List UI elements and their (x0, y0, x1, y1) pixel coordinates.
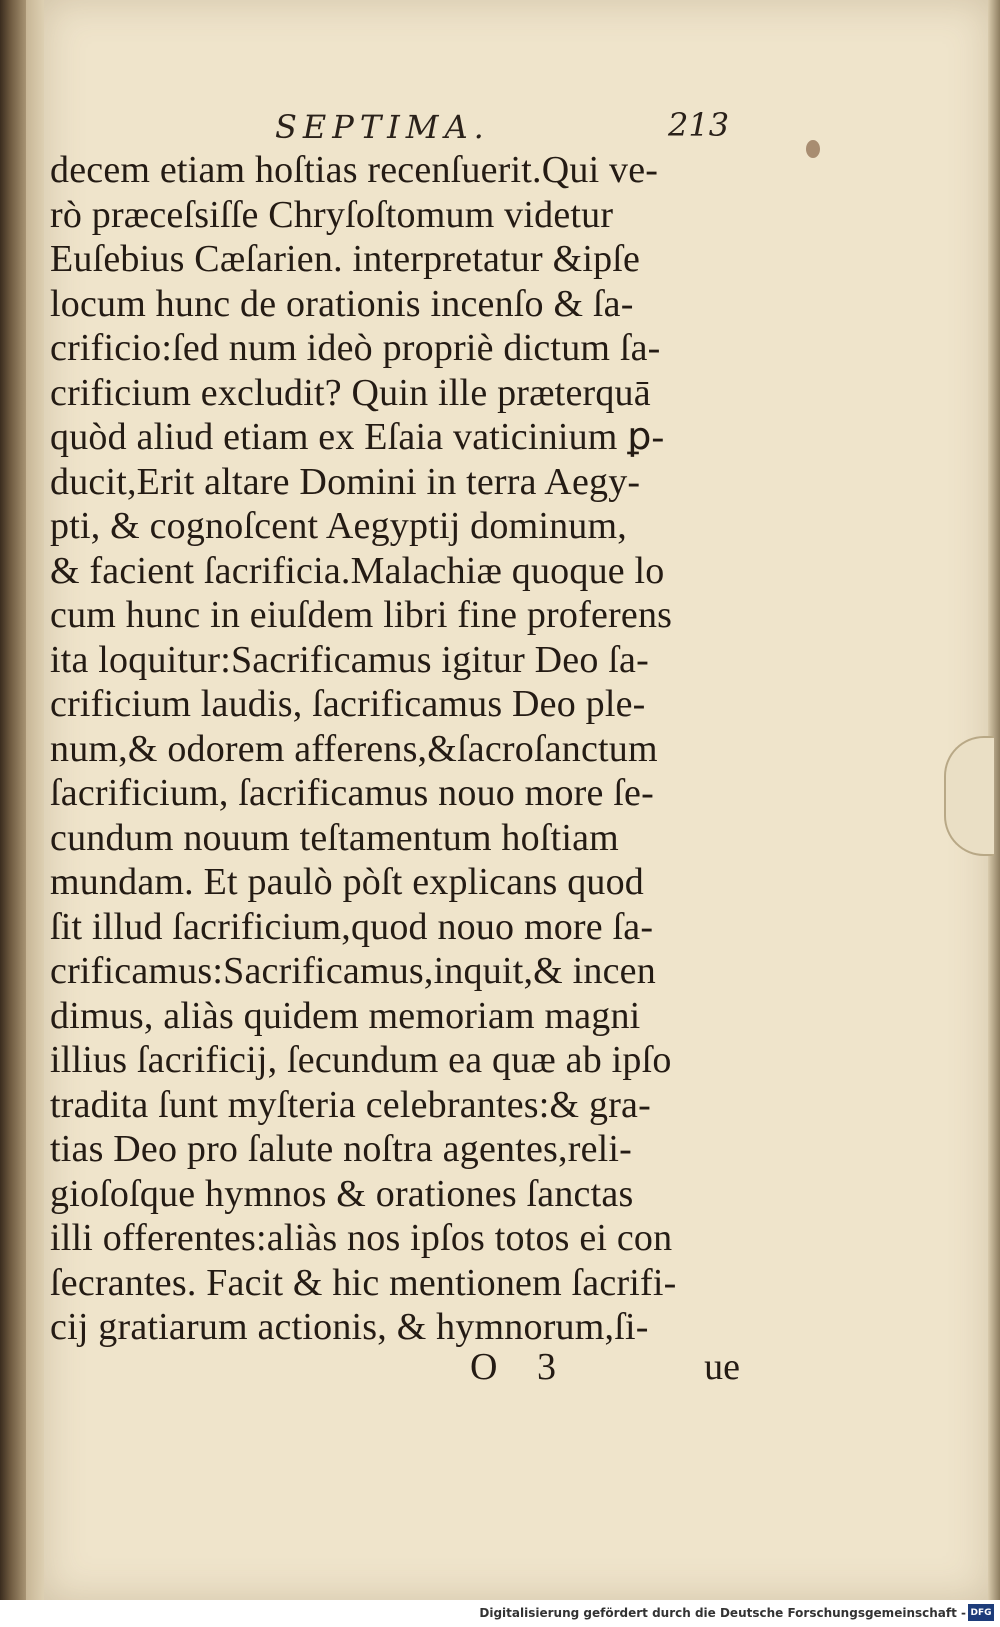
text-line: tias Deo pro ſalute noſtra agentes,reli- (50, 1128, 633, 1170)
text-line: crificium excludit? Quin ille præterquā (50, 371, 651, 414)
text-line: cij gratiarum actionis, & hymnorum,ſi- (50, 1306, 649, 1348)
text-line: quòd aliud etiam ex Eſaia vaticinium ꝑ- (50, 416, 665, 458)
footer-credit: Digitalisierung gefördert durch die Deutsche Forschungsgemeinschaft - (479, 1606, 966, 1620)
page-number: 213 (668, 106, 730, 144)
text-line: mundam. Et paulò pòſt explicans quod (50, 861, 644, 903)
catchword: ue (704, 1346, 740, 1388)
text-line: pti, & cognoſcent Aegyptij dominum, (50, 505, 627, 547)
running-head: SEPTIMA. (275, 108, 490, 146)
text-line: Euſebius Cæſarien. interpretatur &ipſe (50, 238, 641, 280)
text-line: ducit,Erit altare Domini in terra Aegy- (50, 460, 641, 503)
text-line: crificamus:Sacrificamus,inquit,& incen (50, 950, 656, 992)
signature-mark: O 3 (470, 1346, 556, 1388)
text-line: ita loquitur:Sacrificamus igitur Deo ſa- (50, 638, 649, 681)
text-line: num,& odorem afferens,&ſacroſanctum (50, 727, 658, 770)
text-line: illi offerentes:aliàs nos ipſos totos ei con (50, 1217, 673, 1259)
text-line: ſacrificium, ſacrificamus nouo more ſe- (50, 772, 654, 814)
text-line: crificio:ſed num ideò propriè dictum ſa- (50, 327, 661, 369)
text-line: rò præceſsiſſe Chryſoſtomum videtur (50, 193, 614, 236)
text-line: cundum nouum teſtamentum hoſtiam (50, 816, 619, 859)
dfg-logo-icon: DFG (968, 1604, 994, 1621)
text-line: cum hunc in eiuſdem libri fine proferens (50, 594, 673, 636)
text-line: ſit illud ſacrificium,quod nouo more ſa- (50, 905, 654, 948)
text-block (50, 148, 750, 1350)
text-line: decem etiam hoſtias recenſuerit.Qui ve- (50, 149, 659, 191)
text-line: illius ſacrificij, ſecundum ea quæ ab ipſo (50, 1039, 672, 1081)
text-line: & facient ſacrificia.Malachiæ quoque lo (50, 549, 665, 592)
text-line: crificium laudis, ſacrificamus Deo ple- (50, 683, 646, 725)
book-spine-edge (0, 0, 26, 1600)
text-line: dimus, aliàs quidem memoriam magni (50, 994, 641, 1037)
signature-line (470, 1345, 740, 1389)
text-line: locum hunc de orationis incenſo & ſa- (50, 282, 634, 325)
page-tab-impression (944, 736, 994, 856)
text-line: tradita ſunt myſteria celebrantes:& gra- (50, 1083, 651, 1126)
ink-stain (806, 140, 820, 158)
text-line: ſecrantes. Facit & hic mentionem ſacrifi- (50, 1261, 677, 1304)
text-line: gioſoſque hymnos & orationes ſanctas (50, 1172, 634, 1215)
